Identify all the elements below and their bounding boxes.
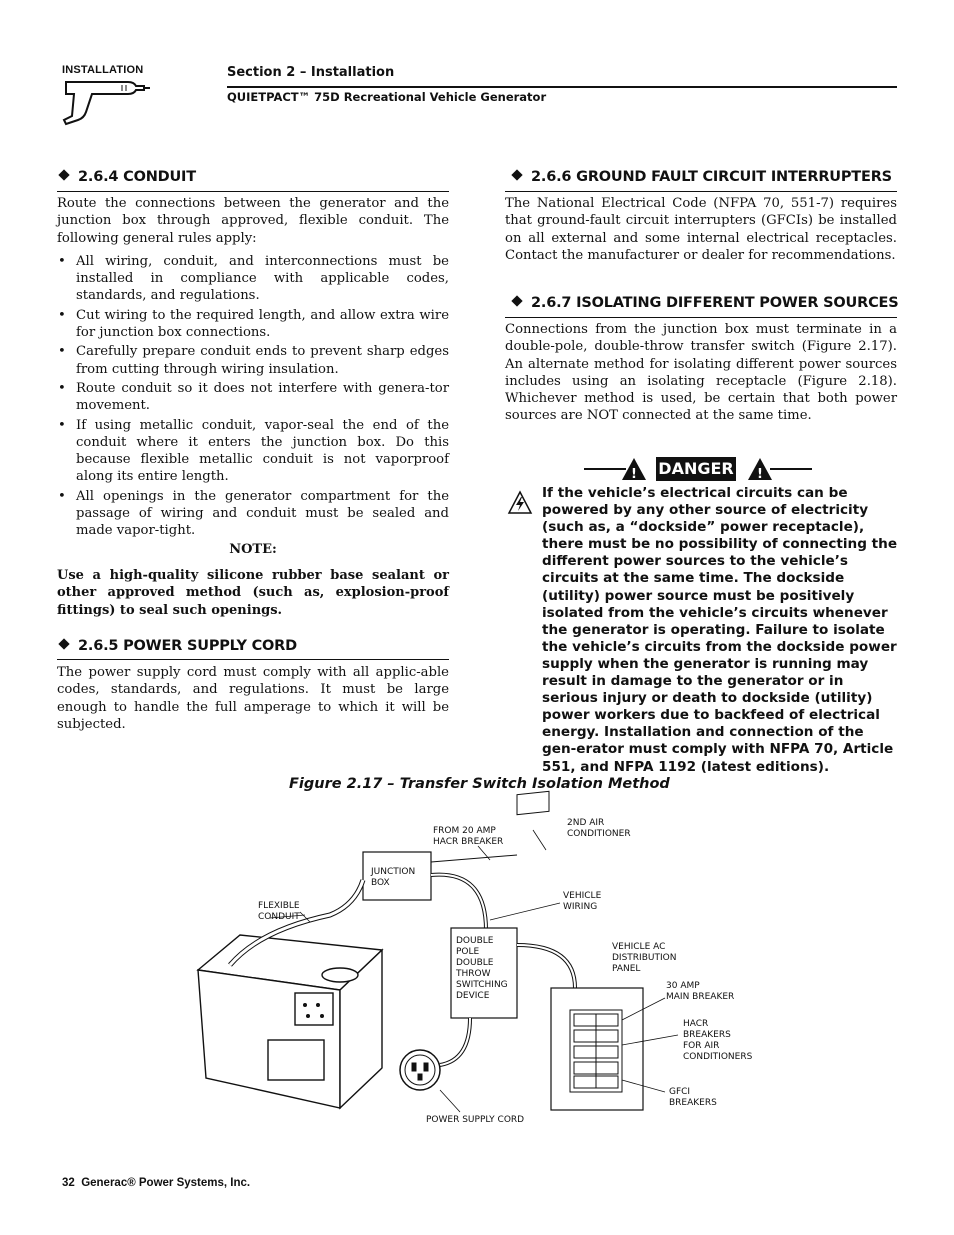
label-flexible-conduit: FLEXIBLE CONDUIT xyxy=(258,901,300,922)
danger-text: If the vehicle’s electrical circuits can be powered by any other source of electricity (such as, a “dockside” power receptacle), there must be no possibility of connecting the different power sources to the vehicle’s circuits at the same time. The dockside (utility) power source must be positively isolated from the vehicle’s circuits whenever the generator is operating. Failure to isolate the vehicle’s circuits from the dockside power supply when the generator is running may result in damage to the generator or in serious injury or death to dockside (utility) power workers due to backfeed of electrical energy. Installation and connection of the gen-erator must comply with NFPA 70, Article 551, and NFPA 1192 (latest editions). xyxy=(542,485,898,775)
isolating-text: Connections from the junction box must terminate in a double-pole, double-throw transfer switch (Figure 2.17). An alternate method for isolating different power sources includes using an isolating receptacle (Figure 2.18). Whichever method is used, be certain that both power sources are NOT connected at the same time. xyxy=(505,322,897,424)
label-power-cord: POWER SUPPLY CORD xyxy=(426,1115,525,1125)
power-plug xyxy=(400,1050,440,1090)
label-from-breaker: FROM 20 AMP HACR BREAKER xyxy=(433,826,504,847)
note-text: Use a high-quality silicone rubber base sealant or other approved method (such as, explosion-proof fittings) to seal such openings. xyxy=(57,568,449,618)
label-main-breaker: 30 AMP MAIN BREAKER xyxy=(666,981,735,1002)
generator-unit xyxy=(198,935,382,1108)
list-item: • Carefully prepare conduit ends to prevent sharp edges from cutting through wiring insulation. xyxy=(57,343,449,378)
figure-caption: Figure 2.17 – Transfer Switch Isolation Method xyxy=(289,776,670,792)
section-tab-label: INSTALLATION xyxy=(62,64,144,76)
list-item: • Route conduit so it does not interfere with genera-tor movement. xyxy=(57,380,449,415)
label-junction-box: JUNCTION BOX xyxy=(371,867,416,888)
label-second-ac: 2ND AIR CONDITIONER xyxy=(567,818,631,839)
label-hacr-breakers: HACR BREAKERS FOR AIR CONDITIONERS xyxy=(683,1019,753,1062)
heading-power-supply-cord: 2.6.5 POWER SUPPLY CORD xyxy=(57,638,449,654)
label-dpdt: DOUBLE POLE DOUBLE THROW SWITCHING DEVICE xyxy=(456,936,508,1001)
label-gfci-breakers: GFCI BREAKERS xyxy=(669,1087,717,1108)
svg-text:!: ! xyxy=(631,467,637,482)
section-title: Section 2 – Installation xyxy=(227,65,395,80)
gfci-text: The National Electrical Code (NFPA 70, 551-7) requires that ground-fault circuit interrupters (GFCIs) be installed on all external and some internal electrical receptacles. Contact the manufacturer or dealer for recommendations. xyxy=(505,196,897,263)
list-item: • All wiring, conduit, and interconnections must be installed in compliance with applicable codes, standards, and regulations. xyxy=(57,253,449,305)
heading-gfci: 2.6.6 GROUND FAULT CIRCUIT INTERRUPTERS xyxy=(510,169,902,185)
heading-conduit: 2.6.4 CONDUIT xyxy=(57,169,449,185)
heading-isolating: 2.6.7 ISOLATING DIFFERENT POWER SOURCES xyxy=(510,295,902,311)
conduit-intro: Route the connections between the generator and the junction box through approved, flexible conduit. The following general rules apply: xyxy=(57,196,449,246)
label-vehicle-wiring: VEHICLE WIRING xyxy=(563,891,602,912)
power-cord-text: The power supply cord must comply with all applic-able codes, standards, and regulations. It must be large enough to handle the full amperage to which it will be subjected. xyxy=(57,665,449,732)
footer-company: Generac® Power Systems, Inc. xyxy=(81,1177,251,1189)
list-item: • If using metallic conduit, vapor-seal the end of the conduit where it enters the junction box. Do this because flexible metallic conduit is not vaporproof along its entire length. xyxy=(57,417,449,486)
label-ac-panel: VEHICLE AC DISTRIBUTION PANEL xyxy=(612,942,677,974)
product-title: QUIETPACT™ 75D Recreational Vehicle Generator xyxy=(227,90,547,104)
page-number: 32 xyxy=(62,1177,75,1189)
list-item: • All openings in the generator compartment for the passage of wiring and conduit must be sealed and made vapor-tight. xyxy=(57,488,449,540)
air-conditioner-box xyxy=(517,791,549,814)
note-title: NOTE: xyxy=(229,542,277,557)
svg-text:!: ! xyxy=(757,467,763,482)
list-item: • Cut wiring to the required length, and allow extra wire for junction box connections. xyxy=(57,307,449,342)
danger-label: DANGER xyxy=(656,457,736,481)
page-footer xyxy=(62,1177,250,1189)
